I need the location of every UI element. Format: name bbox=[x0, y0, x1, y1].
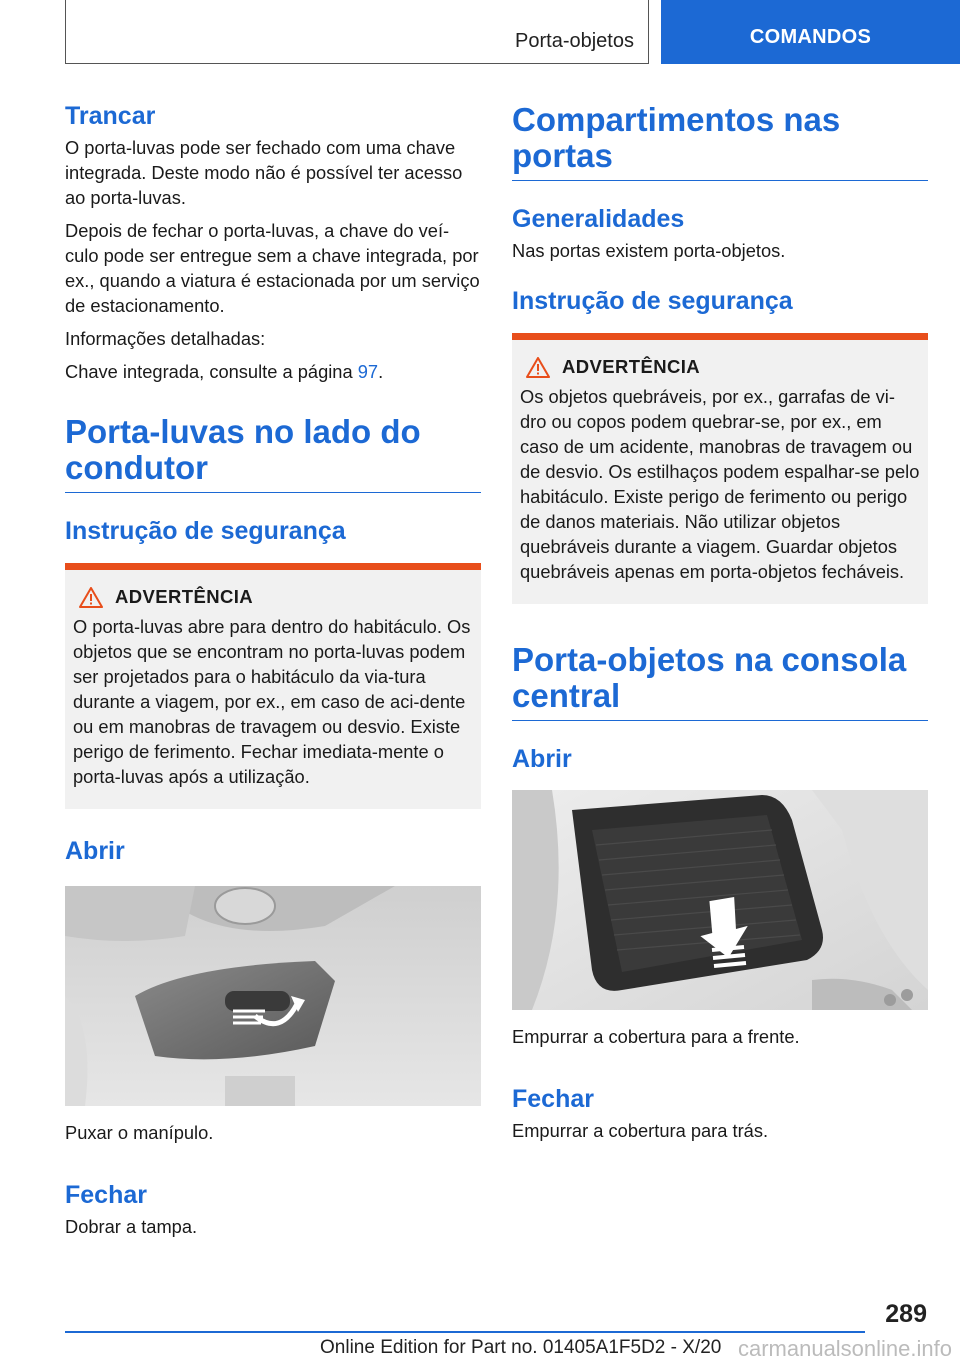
trancar-heading: Trancar bbox=[65, 102, 156, 130]
page-reference-link[interactable]: 97 bbox=[357, 361, 379, 382]
console-storage-heading: Porta-objetos na consola central bbox=[512, 642, 928, 721]
left-warning-text: O porta-luvas abre para dentro do habitáculo. Os objetos que se encontram no porta-luvas podem ser projetados para o habitáculo da via-tura durante a viagem, por ex., em caso de aci-dente ou em manobras de travagem ou desvio. Existe perigo de ferimento. Fechar imediata-mente o porta-luvas após a utilização. bbox=[73, 616, 471, 787]
footer-edition-text: Online Edition for Part no. 01405A1F5D2 - X/20 bbox=[320, 1337, 722, 1358]
left-warning-box bbox=[65, 563, 481, 809]
page-number: 289 bbox=[885, 1300, 927, 1328]
right-warning-label: ADVERTÊNCIA bbox=[562, 356, 701, 377]
right-safety-heading: Instrução de segurança bbox=[512, 287, 793, 315]
right-warning-title bbox=[520, 356, 920, 378]
left-fechar-heading: Fechar bbox=[65, 1181, 147, 1209]
trancar-paragraph-2: Depois de fechar o porta-luvas, a chave do veí-culo pode ser entregue sem a chave integrada, por ex., quando a viatura é estacionada por um serviço de estacionamento. bbox=[65, 220, 480, 316]
trancar-paragraph-3: Informações detalhadas: bbox=[65, 328, 266, 349]
trancar-paragraph-1: O porta-luvas pode ser fechado com uma chave integrada. Deste modo não é possível ter acesso ao porta-luvas. bbox=[65, 137, 463, 208]
left-abrir-heading: Abrir bbox=[65, 837, 125, 865]
left-fechar-text: Dobrar a tampa. bbox=[65, 1216, 198, 1237]
trancar-ref-suffix: . bbox=[378, 361, 384, 382]
console-cover-illustration bbox=[512, 790, 928, 1010]
right-fechar-text: Empurrar a cobertura para trás. bbox=[512, 1120, 769, 1141]
right-warning-text: Os objetos quebráveis, por ex., garrafas de vi-dro ou copos podem quebrar-se, por ex., em caso de um acidente, manobras de travagem ou de desvio. Os estilhaços podem espalhar-se pelo habitáculo. Existe perigo de ferimento ou perigo de danos materiais. Não utilizar objetos quebráveis durante a viagem. Guardar objetos quebráveis apenas em porta-objetos fecháveis. bbox=[520, 386, 920, 582]
left-warning-title bbox=[73, 586, 473, 608]
glovebox-section-heading: Porta-luvas no lado do condutor bbox=[65, 414, 481, 493]
footer-divider bbox=[65, 1331, 865, 1333]
warning-triangle-icon bbox=[526, 357, 550, 378]
door-compartments-heading: Compartimentos nas portas bbox=[512, 102, 928, 181]
trancar-ref-prefix: Chave integrada, consulte a página bbox=[65, 361, 358, 382]
left-column bbox=[65, 102, 481, 1239]
generalidades-heading: Generalidades bbox=[512, 205, 685, 233]
left-abrir-caption: Puxar o manípulo. bbox=[65, 1122, 214, 1143]
warning-triangle-icon bbox=[79, 587, 103, 608]
header-section-title: Porta-objetos bbox=[515, 30, 634, 52]
left-warning-label: ADVERTÊNCIA bbox=[115, 586, 254, 607]
glovebox-handle-illustration bbox=[65, 886, 481, 1106]
right-abrir-caption: Empurrar a cobertura para a frente. bbox=[512, 1026, 800, 1047]
trancar-paragraph-4 bbox=[65, 359, 481, 384]
right-warning-box bbox=[512, 333, 928, 604]
right-abrir-heading: Abrir bbox=[512, 745, 572, 773]
right-fechar-heading: Fechar bbox=[512, 1085, 594, 1113]
header-section-box bbox=[65, 0, 649, 64]
header-chapter-tab: COMANDOS bbox=[661, 0, 960, 64]
watermark: carmanualsonline.info bbox=[737, 1336, 952, 1361]
right-column bbox=[512, 102, 928, 1143]
left-safety-heading: Instrução de segurança bbox=[65, 517, 346, 545]
generalidades-text: Nas portas existem porta-objetos. bbox=[512, 240, 786, 261]
